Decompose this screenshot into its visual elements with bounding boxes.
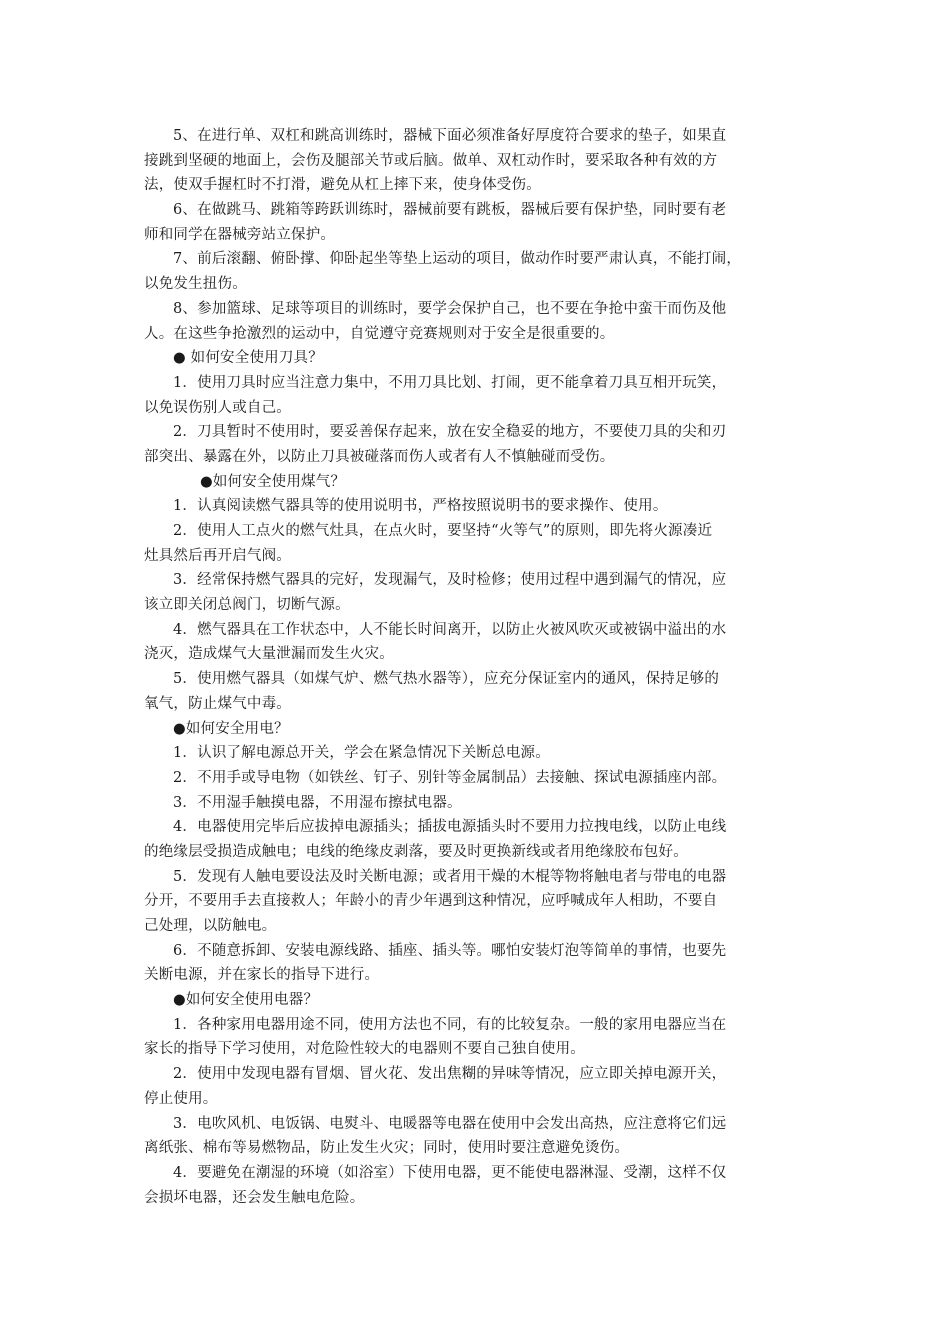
text-line: 人。在这些争抢激烈的运动中，自觉遵守竞赛规则对于安全是很重要的。 — [144, 325, 615, 342]
text-line: 1．认真阅读燃气器具等的使用说明书，严格按照说明书的要求操作、使用。 — [173, 498, 668, 515]
text-line: 法，使双手握杠时不打滑，避免从杠上摔下来，使身体受伤。 — [144, 177, 541, 194]
text-line: 2．刀具暂时不使用时，要妥善保存起来，放在安全稳妥的地方，不要使刀具的尖和刃 — [173, 424, 727, 441]
text-line: 4．要避免在潮湿的环境（如浴室）下使用电器，更不能使电器淋湿、受潮，这样不仅 — [173, 1164, 727, 1181]
text-line: 的绝缘层受损造成触电；电线的绝缘皮剥落，要及时更换新线或者用绝缘胶布包好。 — [144, 843, 688, 860]
text-line: 5、在进行单、双杠和跳高训练时，器械下面必须准备好厚度符合要求的垫子，如果直 — [173, 128, 727, 144]
text-line: 1．认识了解电源总开关，学会在紧急情况下关断总电源。 — [173, 745, 550, 762]
text-line: 2．使用中发现电器有冒烟、冒火花、发出焦糊的异味等情况，应立即关掉电源开关， — [173, 1066, 727, 1083]
text-line: 3．电吹风机、电饭锅、电熨斗、电暖器等电器在使用中会发出高热，应注意将它们远 — [173, 1115, 727, 1132]
text-line: 部突出、暴露在外，以防止刀具被碰落而伤人或者有人不慎触碰而受伤。 — [144, 448, 615, 465]
text-line: 4．燃气器具在工作状态中，人不能长时间离开，以防止火被风吹灭或被锅中溢出的水 — [173, 621, 727, 638]
document-body — [144, 124, 806, 1210]
text-line: 停止使用。 — [144, 1090, 218, 1107]
text-line: 以免误伤别人或自己。 — [144, 399, 291, 416]
text-line: 5．使用燃气器具（如煤气炉、燃气热水器等），应充分保证室内的通风，保持足够的 — [173, 671, 720, 688]
text-line: 2．不用手或导电物（如铁丝、钉子、别针等金属制品）去接触、探试电源插座内部。 — [173, 769, 727, 786]
text-line: 6．不随意拆卸、安装电源线路、插座、插头等。哪怕安装灯泡等简单的事情，也要先 — [173, 942, 727, 959]
text-line: 分开，不要用手去直接救人；年龄小的青少年遇到这种情况，应呼喊成年人相助，不要自 — [144, 893, 718, 910]
text-line: 1．使用刀具时应当注意力集中，不用刀具比划、打闹，更不能拿着刀具互相开玩笑， — [173, 374, 727, 391]
text-line: 师和同学在器械旁站立保护。 — [144, 226, 336, 243]
text-line: 以免发生扭伤。 — [144, 276, 247, 293]
text-line: 关断电源，并在家长的指导下进行。 — [144, 967, 380, 984]
text-line: 4．电器使用完毕后应拔掉电源插头；插拔电源插头时不要用力拉拽电线，以防止电线 — [173, 819, 727, 836]
text-line: 6、在做跳马、跳箱等跨跃训练时，器械前要有跳板，器械后要有保护垫，同时要有老 — [173, 202, 727, 219]
text-line: 接跳到坚硬的地面上，会伤及腿部关节或后脑。做单、双杠动作时，要采取各种有效的方 — [144, 152, 718, 169]
text-line: 7、前后滚翻、俯卧撑、仰卧起坐等垫上运动的项目，做动作时要严肃认真，不能打闹， — [173, 251, 742, 268]
text-line: ●如何安全使用电器？ — [173, 992, 319, 1009]
text-line: 离纸张、棉布等易燃物品，防止发生火灾；同时，使用时要注意避免烫伤。 — [144, 1140, 630, 1157]
text-line: 浇灭，造成煤气大量泄漏而发生火灾。 — [144, 646, 394, 663]
text-line: 己处理，以防触电。 — [144, 918, 277, 934]
text-line: ●如何安全用电？ — [173, 720, 289, 737]
text-line: ● 如何安全使用刀具？ — [173, 350, 323, 367]
text-line: 3．不用湿手触摸电器，不用湿布擦拭电器。 — [173, 794, 462, 811]
text-line: 1．各种家用电器用途不同，使用方法也不同，有的比较复杂。一般的家用电器应当在 — [173, 1016, 727, 1033]
text-line: 家长的指导下学习使用，对危险性较大的电器则不要自己独自使用。 — [144, 1041, 585, 1058]
text-line: 8、参加篮球、足球等项目的训练时，要学会保护自己，也不要在争抢中蛮干而伤及他 — [173, 300, 727, 317]
text-line: 5．发现有人触电要设法及时关断电源；或者用干燥的木棍等物将触电者与带电的电器 — [173, 868, 727, 885]
text-line: 3．经常保持燃气器具的完好，发现漏气，及时检修；使用过程中遇到漏气的情况，应 — [173, 572, 727, 589]
text-line: 该立即关闭总阀门，切断气源。 — [144, 597, 350, 614]
text-line: 2．使用人工点火的燃气灶具，在点火时，要坚持“火等气”的原则，即先将火源凑近 — [173, 523, 713, 539]
text-line: ●如何安全使用煤气？ — [200, 473, 346, 490]
text-line: 灶具然后再开启气阀。 — [144, 547, 291, 564]
text-line: 氧气，防止煤气中毒。 — [144, 695, 291, 712]
text-line: 会损坏电器，还会发生触电危险。 — [144, 1189, 365, 1206]
